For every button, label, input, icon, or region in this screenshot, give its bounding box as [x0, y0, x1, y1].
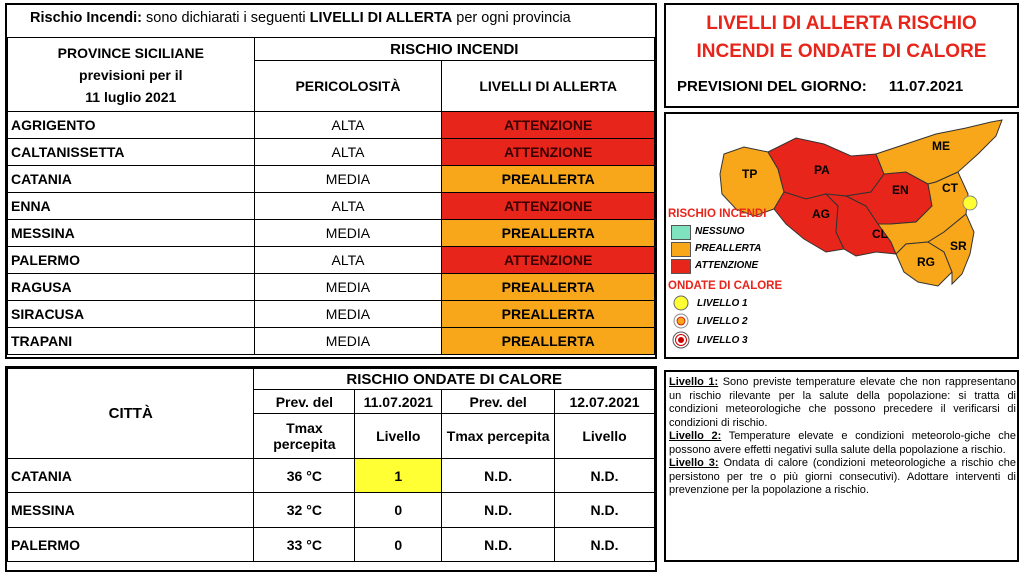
danger-value: MEDIA [254, 328, 442, 355]
map-label-rg: RG [917, 255, 935, 269]
province-name: TRAPANI [8, 328, 255, 355]
legend-label-preallerta: PREALLERTA [695, 243, 762, 254]
level2-value: N.D. [555, 528, 655, 562]
danger-value: ALTA [254, 139, 442, 166]
legend-heat-title: ONDATE DI CALORE [668, 280, 783, 292]
province-name: MESSINA [8, 220, 255, 247]
province-name: RAGUSA [8, 274, 255, 301]
level2-column-header: Livello [555, 414, 655, 459]
level-value: 1 [355, 459, 442, 493]
levels-description [669, 376, 1016, 498]
alert-value: ATTENZIONE [442, 139, 655, 166]
tmax2-column-header: Tmax percepita [442, 414, 555, 459]
level-1-description: Livello 1: Sono previste temperature elevate che non rappresentano un rischio rilevante per la salute della popolazione: si tratta di condizioni meteorologiche che possono precedere il verificarsi di condizioni di rischio. [669, 376, 1016, 429]
map-label-en: EN [892, 183, 909, 197]
province-column-header: PROVINCE SICILIANE previsioni per il 11 luglio 2021 [8, 38, 255, 112]
table-row [8, 493, 655, 528]
province-name: SIRACUSA [8, 301, 255, 328]
legend-heat-icons [670, 294, 694, 350]
legend-fire-title: RISCHIO INCENDI [668, 208, 767, 220]
forecast-date-1: 11.07.2021 [355, 390, 442, 414]
alert-value: PREALLERTA [442, 166, 655, 193]
danger-column-header: PERICOLOSITÀ [254, 61, 442, 112]
heat-level-1-icon [674, 296, 688, 310]
legend-label-livello3: LIVELLO 3 [697, 335, 748, 346]
tmax2-value: N.D. [442, 493, 555, 528]
legend-swatch-nessuno [671, 225, 691, 240]
tmax-value: 33 °C [254, 528, 355, 562]
heat-marker-catania [963, 196, 977, 210]
map-label-pa: PA [814, 163, 830, 177]
legend-swatch-preallerta [671, 242, 691, 257]
level-3-description: Livello 3: Ondata di calore (condizioni meteorologiche a rischio che persistono per tre o più giorni consecutivi). Adottare interventi di prevenzione per la popolazione a rischio. [669, 457, 1017, 496]
table-row [8, 112, 655, 139]
prev-label-2: Prev. del [442, 390, 555, 414]
danger-value: MEDIA [254, 220, 442, 247]
province-name: PALERMO [8, 247, 255, 274]
city-name: CATANIA [8, 459, 254, 493]
legend-label-nessuno: NESSUNO [695, 226, 745, 237]
legend-label-attenzione: ATTENZIONE [695, 260, 759, 271]
map-label-sr: SR [950, 239, 967, 253]
table-row [8, 166, 655, 193]
heat-level-3-icon-core [678, 337, 684, 343]
level-value: 0 [355, 528, 442, 562]
tmax-value: 36 °C [254, 459, 355, 493]
danger-value: ALTA [254, 112, 442, 139]
city-name: PALERMO [8, 528, 254, 562]
tmax2-value: N.D. [442, 528, 555, 562]
table-row [8, 139, 655, 166]
main-title: LIVELLI DI ALLERTA RISCHIO INCENDI E ONDATE DI CALORE [696, 13, 987, 62]
danger-value: MEDIA [254, 166, 442, 193]
table-row [8, 459, 655, 493]
table-row [8, 193, 655, 220]
alert-value: ATTENZIONE [442, 112, 655, 139]
legend-label-livello2: LIVELLO 2 [697, 316, 748, 327]
alert-value: ATTENZIONE [442, 247, 655, 274]
table-row [8, 301, 655, 328]
heat-risk-table [7, 368, 655, 562]
level-value: 0 [355, 493, 442, 528]
tmax-value: 32 °C [254, 493, 355, 528]
alert-column-header: LIVELLI DI ALLERTA [442, 61, 655, 112]
danger-value: MEDIA [254, 301, 442, 328]
map-label-me: ME [932, 139, 950, 153]
level2-value: N.D. [555, 459, 655, 493]
alert-value: ATTENZIONE [442, 193, 655, 220]
fire-risk-group-header: RISCHIO INCENDI [254, 38, 654, 61]
heat-risk-group-header: RISCHIO ONDATE DI CALORE [254, 369, 655, 390]
province-name: CATANIA [8, 166, 255, 193]
level-column-header: Livello [355, 414, 442, 459]
legend-label-livello1: LIVELLO 1 [697, 298, 748, 309]
danger-value: ALTA [254, 193, 442, 220]
map-label-cl: CL [872, 227, 888, 241]
table-row [8, 274, 655, 301]
forecast-date-2: 12.07.2021 [555, 390, 655, 414]
tmax-column-header: Tmax percepita [254, 414, 355, 459]
forecast-line: PREVISIONI DEL GIORNO: 11.07.2021 [677, 78, 964, 95]
map-label-tp: TP [742, 167, 758, 181]
table-row [8, 247, 655, 274]
danger-value: MEDIA [254, 274, 442, 301]
city-column-header: CITTÀ [8, 369, 254, 459]
alert-value: PREALLERTA [442, 301, 655, 328]
prev-label-1: Prev. del [254, 390, 355, 414]
table-row [8, 528, 655, 562]
alert-value: PREALLERTA [442, 274, 655, 301]
city-name: MESSINA [8, 493, 254, 528]
province-name: ENNA [8, 193, 255, 220]
province-name: CALTANISSETTA [8, 139, 255, 166]
legend-swatch-attenzione [671, 259, 691, 274]
map-label-ag: AG [812, 207, 830, 221]
map-label-ct: CT [942, 181, 958, 195]
level-2-description: Livello 2: Temperature elevate e condizioni meteorolo-giche che possono avere effetti negativi sulla salute della popolazione a rischio. [669, 430, 1017, 456]
alert-value: PREALLERTA [442, 220, 655, 247]
heat-level-2-icon-core [677, 317, 685, 325]
tmax2-value: N.D. [442, 459, 555, 493]
alert-value: PREALLERTA [442, 328, 655, 355]
table-row [8, 328, 655, 355]
table-row [8, 220, 655, 247]
level2-value: N.D. [555, 493, 655, 528]
fire-risk-table [7, 37, 655, 355]
province-name: AGRIGENTO [8, 112, 255, 139]
fire-header: Rischio Incendi: sono dichiarati i seguenti LIVELLI DI ALLERTA per ogni provincia [30, 10, 571, 26]
danger-value: ALTA [254, 247, 442, 274]
